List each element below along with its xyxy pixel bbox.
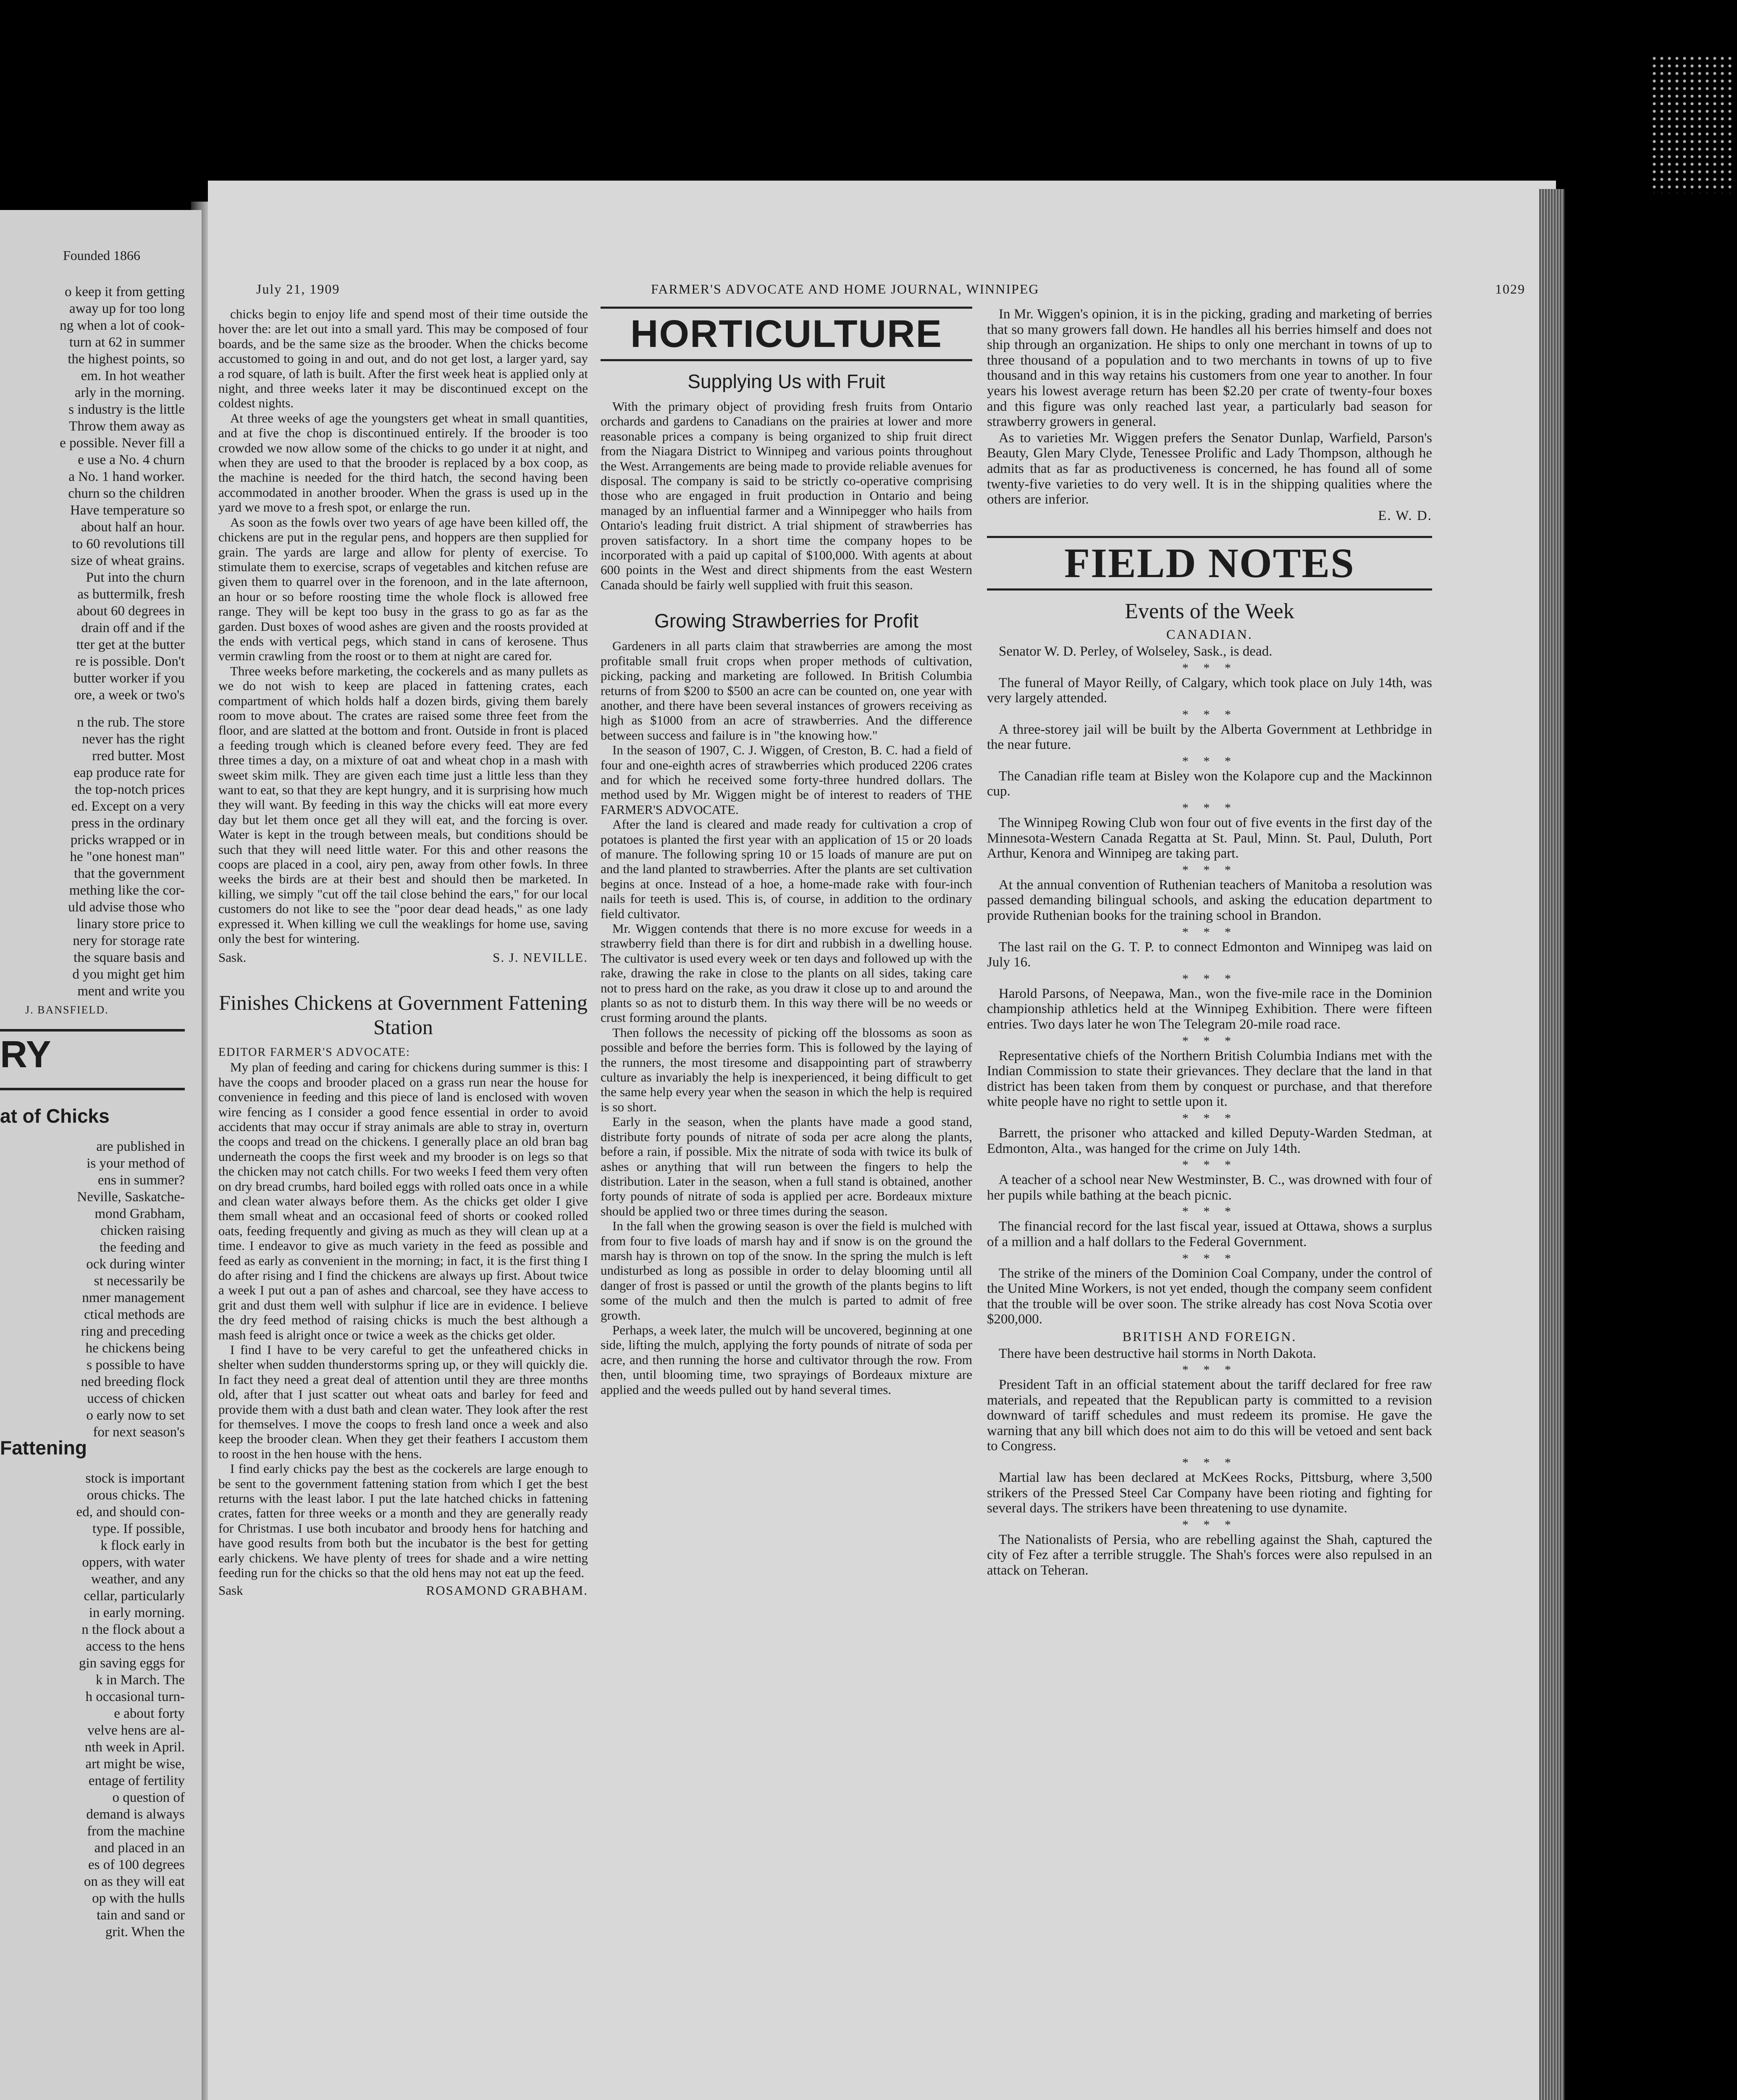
left-page-header: Founded 1866 [63,248,140,263]
text-line: gin saving eggs for [79,1656,185,1671]
text-line: for next season's [93,1425,185,1440]
text-line: uccess of chicken [87,1391,185,1406]
text-line: st necessarily be [94,1273,185,1289]
text-line: oppers, with water [82,1555,185,1570]
signature-place: Sask [218,1583,243,1598]
item-separator: * * * [1182,1111,1237,1125]
left-page-signature: J. BANSFIELD. [25,1004,109,1016]
text-line: s industry is the little [68,402,185,417]
paragraph: Gardeners in all parts claim that strawberries are among the most profitable small fruit crops when proper methods of cultivation, picking, packing and marketing are followed. In British Columbia returns of from $200 to $500 an acre can be counted on, one year with another, and there have been several instances of growers receiving as high as $1000 from an acre of strawberries. And the difference between success and failure is in "the knowing how." [601,638,972,743]
text-line: ore, a week or two's [74,688,185,703]
article-body [601,399,972,592]
text-line: access to the hens [86,1639,185,1654]
signature-line [218,1583,588,1598]
text-line: nth week in April. [84,1740,185,1755]
text-line: cellar, particularly [84,1588,185,1604]
news-item: The funeral of Mayor Reilly, of Calgary, which took place on July 14th, was very largely attended. [987,675,1432,706]
text-line: churn so the children [68,486,185,501]
text-line: the feeding and [99,1240,185,1255]
text-line: the highest points, so [68,352,185,367]
department-heading-field-notes: FIELD NOTES [987,536,1432,591]
text-line: orous chicks. The [87,1488,185,1503]
text-line: op with the hulls [92,1891,185,1906]
news-item: The Canadian rifle team at Bisley won the Kolapore cup and the Mackinnon cup. [987,768,1432,799]
item-separator: * * * [1182,1205,1237,1219]
text-line: chicken raising [100,1223,185,1238]
news-item: The Winnipeg Rowing Club won four out of five events in the first day of the Minnesota-Western Canada Regatta at St. Paul, Minn. St. Paul, Duluth, Port Arthur, Kenora and Winnipeg are taking part. [987,815,1432,861]
news-item: Harold Parsons, of Neepawa, Man., won the five-mile race in the Dominion championship athletics held at the Winnipeg Exhibition. There were fifteen entries. Two days later he won The Telegram 20-mile road race. [987,986,1432,1032]
text-line: he chickens being [85,1341,185,1356]
text-line: ng when a lot of cook- [60,318,185,333]
item-separator: * * * [1182,1456,1237,1470]
text-line: rred butter. Most [92,748,185,764]
text-line: the top-notch prices [74,782,185,797]
text-line: art might be wise, [85,1756,185,1772]
text-line: turn at 62 in summer [69,335,185,350]
header-date: July 21, 1909 [256,281,340,297]
paragraph: chicks begin to enjoy life and spend most of their time outside the hover the: are let out into a small yard. This may be composed of four boards, and be the same size as the brooder. When the chicks become accustomed to going in and out, and do not get lost, a larger yard, say a rod square, of lath is built. After the first week heat is applied only at night, and three weeks later it may be discontinued except on the coldest nights. [218,307,588,411]
header-journal-title: FARMER'S ADVOCATE AND HOME JOURNAL, WINNIPEG [651,281,1039,297]
text-line: stock is important [85,1471,185,1486]
text-line: grit. When the [105,1924,185,1940]
text-line: that the government [74,866,185,881]
scanner-dot-pattern [1650,55,1734,193]
paragraph: Early in the season, when the plants have made a good stand, distribute forty pounds of nitrate of soda per acre along the plants, before a rain, if possible. Mix the nitrate of soda with twice its bulk of ashes or anything that will run between the fingers to help the distribution. Later in the season, when a full stand is obtained, another forty pounds of nitrate of soda is applied per acre. Bordeaux mixture should be applied two or three times during the season. [601,1114,972,1218]
item-separator: * * * [1182,1517,1237,1532]
news-item: Representative chiefs of the Northern British Columbia Indians met with the Indian Commission to state their grievances. They declare that the land in that district has been taken from them by conquest or purchase, and that therefore white people have no right to settle upon it. [987,1048,1432,1110]
paragraph: After the land is cleared and made ready for cultivation a crop of potatoes is planted the first year with an application of 15 or 20 loads of manure. The following spring 10 or 15 loads of manure are put on and the land planted to strawberries. After the plants are set cultivation begins at once. Instead of a hoe, a home-made rake with four-inch nails for teeth is used. This is, of course, in addition to the ordinary field cultivator. [601,817,972,921]
text-line: away up for too long [69,301,185,316]
text-line: em. In hot weather [81,368,185,383]
department-heading-horticulture: HORTICULTURE [601,307,972,361]
article-body [218,307,588,946]
signature-initials: E. W. D. [1378,508,1432,523]
text-line: in early morning. [89,1605,185,1620]
text-line: entage of fertility [88,1773,185,1788]
subsection-heading-foreign: BRITISH AND FOREIGN. [1122,1328,1297,1344]
column-3 [987,307,1432,1579]
column-1 [218,307,588,1598]
text-line: type. If possible, [92,1521,185,1536]
news-items [987,644,1432,1327]
text-line: Have temperature so [70,503,185,518]
paragraph: As soon as the fowls over two years of age have been killed off, the chickens are put in the regular pens, and hoppers are then supplied for grain. The yards are large and allow for plenty of exercise. To stimulate them to exercise, scraps of vegetables and kitchen refuse are given them to quarrel over in the forenoon, and in the late afternoon, an hour or so before roosting time the whole flock is allowed free range. They will be kept too busy in the grass to go as far as the garden. Dust boxes of wood ashes are given and the roosts provided at the ends with vertical pegs, which stand in cans of kerosene. Thus vermin crawling from the roost or to them at night are cared for. [218,514,588,664]
item-separator: * * * [1182,707,1237,722]
text-line: k in March. The [95,1672,185,1688]
text-line: e possible. Never fill a [60,436,185,451]
text-line: linary store price to [76,916,185,932]
signature-name: S. J. NEVILLE. [493,950,588,965]
text-line: e use a No. 4 churn [78,452,185,467]
news-item: The last rail on the G. T. P. to connect Edmonton and Winnipeg was laid on July 16. [987,939,1432,970]
header-page-number: 1029 [1495,281,1525,297]
text-line: about 60 degrees in [76,604,185,619]
news-item: There have been destructive hail storms in North Dakota. [999,1346,1317,1361]
text-line: n the rub. The store [77,715,185,730]
item-separator: * * * [1182,1363,1237,1377]
paragraph: I find I have to be very careful to get the unfeathered chicks in shelter when sudden thunderstorms spring up, or they will quickly die. In fact they need a great deal of attention until they are three months old, after that I just scatter out wheat oats and barley for feed and provide them with a dust bath and clean water. They look after the rest for themselves. I move the coops to fresh land once a week and also keep the brooder clean. When they get their feathers I accustom them to roost in the hen house with the hens. [218,1342,588,1461]
news-item: A teacher of a school near New Westminster, B. C., was drowned with four of her pupils while bathing at the beach picnic. [987,1172,1432,1203]
text-line: nery for storage rate [73,933,185,948]
text-line: k flock early in [100,1538,185,1553]
salutation: EDITOR FARMER'S ADVOCATE: [218,1045,410,1059]
text-line: ens in summer? [97,1173,185,1188]
text-line: to 60 revolutions till [72,536,185,551]
text-line: tain and sand or [97,1908,185,1923]
text-line: h occasional turn- [85,1689,185,1704]
text-line: ned breeding flock [81,1374,185,1389]
text-line: demand is always [86,1807,185,1822]
text-line: Put into the churn [86,570,185,585]
paragraph: Three weeks before marketing, the cockerels and as many pullets as we do not wish to keep are placed in fattening crates, each compartment of which holds half a dozen birds, giving them barely room to move about. The crates are raised some three feet from the floor, and are slatted at the bottom and front. Outside in front is placed a feeding trough which is cleaned before every feed. They are fed three times a day, on a mixture of oat and wheat chop in a mash with sweet skim milk. They are given each time just a little less than they want to eat, so that they are kept hungry, and it is surprising how much they will want. By feeding in this way the chicks will eat more every day but let them once get all they will eat, and the forcing is over. Water is kept in the trough between meals, but conditions should be such that they will need little water. For this and other reasons the coops are placed in a cool, airy pen, away from other fowls. In three weeks the birds are at their best and should then be marketed. In killing, we simply "cut off the tail close behind the ears," for our local customers do not like to see the "poor dear dead heads," as one lady expressed it. When killing we cull the weaklings for home use, saving only the best for wintering. [218,663,588,946]
text-line: drain off and if the [81,620,185,635]
item-separator: * * * [1182,661,1237,675]
text-line: ock during winter [86,1257,185,1272]
text-line: nmer management [82,1290,185,1305]
page-header [235,281,1545,298]
text-line: from the machine [87,1824,185,1839]
item-separator: * * * [1182,754,1237,768]
subsection-heading-canadian: CANADIAN. [1166,627,1253,642]
text-line: pricks wrapped or in [70,832,185,848]
text-line: Throw them away as [69,419,185,434]
text-line: Neville, Saskatche- [77,1189,185,1205]
text-line: size of wheat grains. [71,553,185,568]
item-separator: * * * [1182,971,1237,986]
item-separator: * * * [1182,1251,1237,1265]
right-page [208,181,1556,2100]
text-line: es of 100 degrees [88,1857,185,1872]
left-page-department-heading: RY [0,1034,51,1076]
news-item: Barrett, the prisoner who attacked and killed Deputy-Warden Stedman, at Edmonton, Alta., was hanged for the crime on July 14th. [987,1125,1432,1156]
text-line: a No. 1 hand worker. [68,469,185,484]
article-body [987,307,1432,507]
paragraph: With the primary object of providing fresh fruits from Ontario orchards and gardens to Canadians on the prairies at lower and more reasonable prices a company is being organized to ship fruit direct from the Niagara District to Winnipeg and various points throughout the West. Arrangements are being made to provide reliable avenues for disposal. The company is said to be strictly co-operative comprising those who are engaged in fruit production in Ontario and being managed by an influential farmer and a Winnipegger who hails from Ontario's leading fruit district. A trial shipment of strawberries has proven satisfactory. In a short time the company hopes to be incorporated with a paid up capital of $100,000. With agents at about 600 points in the West and direct shipments from the east Western Canada should be fairly well supplied with fruit this season. [601,399,972,592]
text-line: are published in [96,1139,185,1154]
paragraph: As to varieties Mr. Wiggen prefers the Senator Dunlap, Warfield, Parson's Beauty, Glen Mary Clyde, Tenessee Prolific and Lady Thompson, although he admits that as far as productiveness is concerned, he has found all of some twenty-five varieties to do very well. It is in the shipping qualities where the others are inferior. [987,430,1432,507]
paragraph: In the fall when the growing season is over the field is mulched with from four to five loads of marsh hay and if snow is on the ground the marsh hay is thrown on top of the snow. In the spring the mulch is left undisturbed as long as possible in order to delay blooming until all danger of frost is passed or until the growth of the plants begins to lift some of the mulch and then the mulch is parted to admit of free growth. [601,1218,972,1323]
text-line: ed, and should con- [76,1504,185,1520]
text-line: eap produce rate for [73,765,185,780]
text-line: tter get at the butter [76,637,185,652]
news-item: President Taft in an official statement about the tariff declared for free raw materials, and repeated that the Republican party is committed to a revision downward of tariff schedules and must redeem its promise. He gave the warning that any bill which does not aim to do this will be vetoed and sent back to Congress. [987,1377,1432,1454]
text-line: he "one honest man" [70,849,185,864]
paragraph: Perhaps, a week later, the mulch will be uncovered, beginning at one side, lifting the mulch, applying the forty pounds of nitrate of soda per acre, and then running the horse and cultivator through the row. From then, until blooming time, two sprayings of Bordeaux mixture are applied and the weeds pulled out by hand several times. [601,1322,972,1397]
paragraph: In Mr. Wiggen's opinion, it is in the picking, grading and marketing of berries that so many growers fall down. He handles all his berries himself and does not ship through an organization. He ships to only one merchant in towns of up to three thousand of a population and to two merchants in towns of up to five thousand and in this way retains his customers from one year to another. In four years his lowest average return has been $2.20 per crate of twenty-four boxes and this figure was only reached last year, a particularly bad season for strawberry growers in general. [987,307,1432,430]
text-line: about half an hour. [81,520,185,535]
text-line: mething like the cor- [69,883,185,898]
text-line: arly in the morning. [74,385,185,400]
text-line: o question of [112,1790,185,1805]
divider [0,1029,185,1032]
text-line: the square basis and [73,950,185,965]
text-line: ed. Except on a very [71,799,185,814]
paragraph: In the season of 1907, C. J. Wiggen, of Creston, B. C. had a field of four and one-eighth acres of strawberries which produced 2206 crates and for which he received some forty-three hundred dollars. The method used by Mr. Wiggen might be of interest to readers of THE FARMER'S ADVOCATE. [601,743,972,817]
text-line: uld advise those who [68,900,185,915]
text-line: ment and write you [77,984,185,999]
paragraph: My plan of feeding and caring for chickens during summer is this: I have the coops and brooder placed on a grass run near the house for convenience in feeding and this piece of land is enclosed with woven wire fencing as I consider a good fence essential in order to avoid accidents that may occur if stray animals are able to stray in, overturn the coops and tread on the chickens. I generally place an old bran bag underneath the coops the first week and my brooder is on legs so that the chicken may not catch chills. For two weeks I feed them very often on dry bread crumbs, hard boiled eggs with rolled oats once in a while and clean water always before them. As the chicks get older I give them small wheat and an occasional feed of shorts or cooked rolled oats, feeding frequently and giving as much as they will clean up at a time. I endeavor to give as much variety in the feed as possible and feed as early as convenient in the morning; in fact, it is the first thing I do after rising and I find the chickens are always up first. About twice a week I put out a pan of ashes and charcoal, see they have access to grit and dust them well with sulphur if lice are in evidence. I believe the dry feed method of raising chicks is much the best although a mash feed is alright once or twice a week as the chicks get older. [218,1060,588,1342]
paragraph: Then follows the necessity of picking off the blossoms as soon as possible and before the berries form. This is followed by the laying of the runners, the most tiresome and disappointing part of strawberry culture as invariably the help is inexperienced, it being difficult to get the same help every year when the season in which the help is required is so short. [601,1025,972,1114]
signature-line [218,950,588,965]
text-line: never has the right [82,732,185,747]
left-page-fragment [0,284,185,704]
text-line: n the flock about a [81,1622,185,1637]
paragraph: Mr. Wiggen contends that there is no more excuse for weeds in a strawberry field than there is for dirt and rubbish in a dwelling house. The cultivator is used every week or ten days and followed up with the rake, drawing the rake in close to the plants on all sides, taking care not to press hard on the rake, as you draw it close up to and around the plants so as not to disturb them. In this way there will be no weeds or crust forming around the plants. [601,921,972,1025]
text-line: ring and preceding [81,1324,185,1339]
left-page-fragment [0,1138,185,1441]
article-title: Supplying Us with Fruit [687,370,885,392]
news-item: Senator W. D. Perley, of Wolseley, Sask., is dead. [999,643,1273,659]
article-body [601,638,972,1397]
text-line: velve hens are al- [87,1723,185,1738]
item-separator: * * * [1182,1158,1237,1172]
item-separator: * * * [1182,925,1237,939]
left-page-fragment [0,1470,185,1940]
text-line: o keep it from getting [65,284,185,299]
left-page-fragment [0,714,185,899]
news-item: Martial law has been declared at McKees Rocks, Pittsburg, where 3,500 strikers of the Pressed Steel Car Company have been rioting and fighting for several days. The strikers have been threatening to use dynamite. [987,1470,1432,1516]
section-title: Events of the Week [1125,599,1294,624]
text-line: ctical methods are [84,1307,185,1322]
signature-name: ROSAMOND GRABHAM. [426,1583,588,1598]
paragraph: At three weeks of age the youngsters get wheat in small quantities, and at five the chop is discontinued entirely. If the brooder is too crowded we now allow some of the chicks to go under it at night, and when they are used to that the brooder is replaced by a box coop, as the machine is needed for the third hatch, the second having been accommodated in another brooder. When the grass is used up in the yard we move to a fresh spot, or enlarge the run. [218,410,588,515]
item-separator: * * * [1182,801,1237,815]
left-page-article-title: at of Chicks [0,1105,110,1127]
paragraph: I find early chicks pay the best as the cockerels are large enough to be sent to the government fattening station from which I get the best returns with the least labor. I put the late hatched chicks in fattening crates, fatten for three weeks or a month and they are generally ready for Christmas. I use both incubator and broody hens for hatching and have good results from both but the incubator is the best for getting early chickens. We have plenty of trees for shade and a wire netting feeding run for the chicks so that the old hens may not eat up the feed. [218,1461,588,1580]
text-line: e about forty [114,1706,185,1721]
text-line: press in the ordinary [71,816,185,831]
text-line: o early now to set [86,1408,185,1423]
article-title: Finishes Chickens at Government Fattening Station [219,990,588,1039]
news-item: The financial record for the last fiscal year, issued at Ottawa, shows a surplus of a million and a half dollars to the Federal Government. [987,1219,1432,1250]
news-item: The strike of the miners of the Dominion Coal Company, under the control of the United Mine Workers, is not yet ended, though the company seem confident that the trouble will be over soon. The strike already has cost Nova Scotia over $200,000. [987,1265,1432,1327]
text-line: as buttermilk, fresh [77,587,185,602]
article-body [218,1060,588,1580]
news-item: A three-storey jail will be built by the Alberta Government at Lethbridge in the near future. [987,722,1432,753]
text-line: d you might get him [72,967,185,982]
text-line: on as they will eat [84,1874,185,1889]
text-line: is your method of [87,1156,185,1171]
text-line: weather, and any [91,1572,185,1587]
article-title: Growing Strawberries for Profit [654,610,918,632]
column-2 [601,307,972,1397]
text-line: mond Grabham, [94,1206,185,1221]
item-separator: * * * [1182,863,1237,877]
news-items [987,1346,1432,1578]
item-separator: * * * [1182,1034,1237,1048]
signature-place: Sask. [218,950,247,965]
left-page-article-title: Fattening [0,1437,87,1459]
left-page [0,210,202,2100]
text-line: and placed in an [94,1840,185,1856]
left-page-fragment [0,899,185,1000]
news-item: The Nationalists of Persia, who are rebelling against the Shah, captured the city of Fez after a terrible struggle. The Shah's forces were also repulsed in an attack on Teheran. [987,1532,1432,1578]
news-item: At the annual convention of Ruthenian teachers of Manitoba a resolution was passed demanding bilingual schools, and asking the education department to provide Ruthenian books for the training school in Brandon. [987,877,1432,924]
text-line: butter worker if you [73,671,185,686]
divider [0,1088,185,1090]
text-line: s possible to have [87,1357,185,1373]
page-edges [1539,189,1564,2100]
text-line: re is possible. Don't [75,654,185,669]
